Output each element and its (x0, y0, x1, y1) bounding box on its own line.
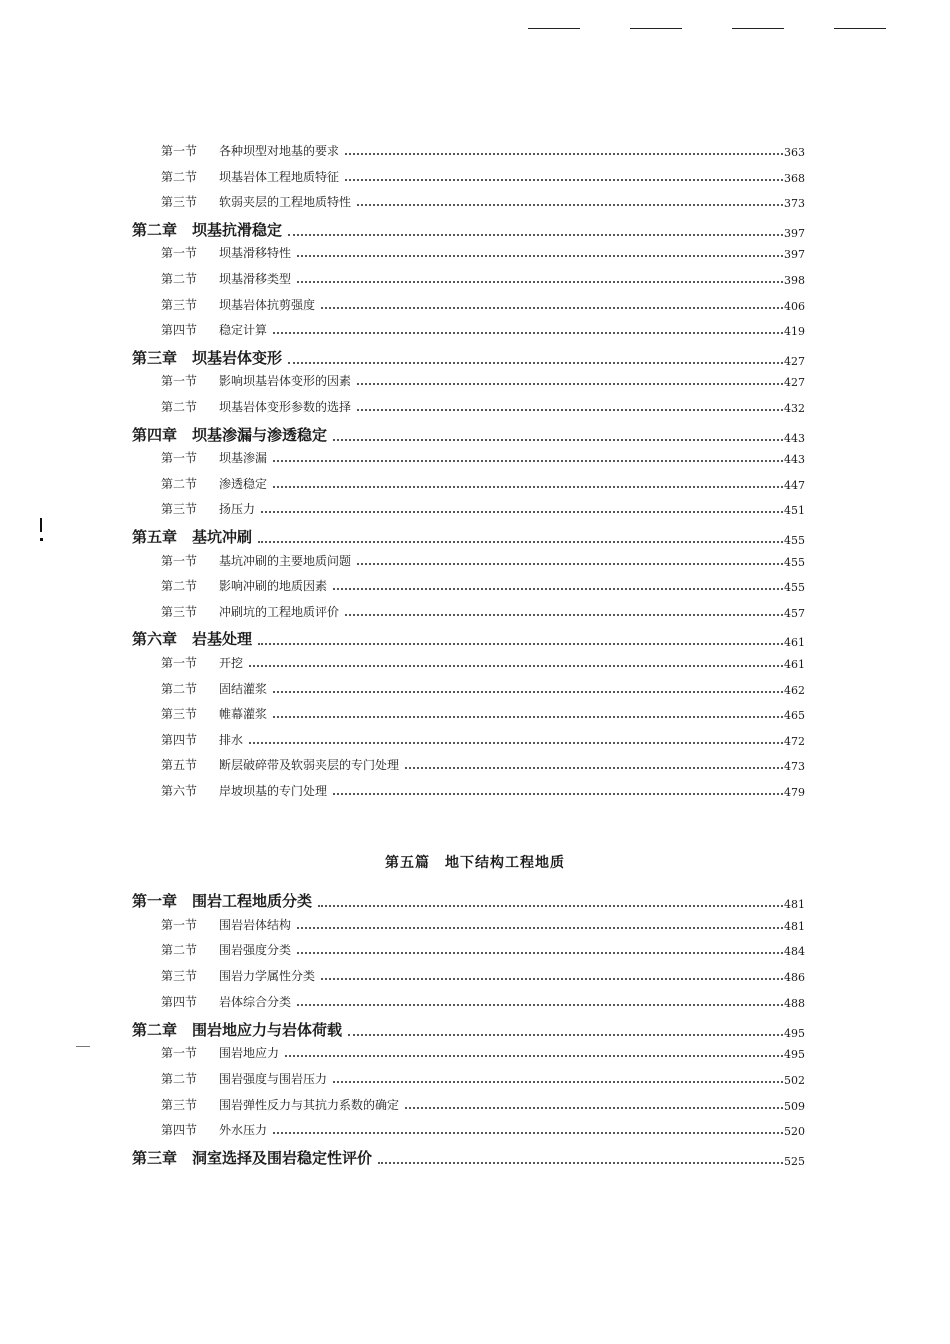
toc-section-row (0, 654, 950, 671)
chapter-title: 第三章 坝基岩体变形 (132, 348, 283, 367)
toc-section-row (0, 321, 950, 338)
toc-section-row (0, 398, 950, 415)
dot-leader (285, 1055, 783, 1057)
section-label (161, 168, 345, 185)
section-number: 第四节 (161, 1123, 198, 1138)
section-title: 围岩强度与围岩压力 (219, 1071, 328, 1086)
section-title: 固结灌浆 (219, 681, 268, 696)
section-label (161, 1070, 333, 1087)
toc-section-row (0, 967, 950, 984)
toc-section-row (0, 244, 950, 261)
dot-leader (345, 153, 783, 155)
section-number: 第一节 (161, 246, 198, 261)
section-number: 第二节 (161, 681, 198, 696)
page-number: 432 (784, 402, 805, 415)
dot-leader (297, 255, 783, 257)
section-label (161, 1044, 285, 1061)
toc-section-row (0, 142, 950, 159)
section-title: 扬压力 (219, 502, 256, 517)
dot-leader (378, 1162, 783, 1164)
toc-section-row (0, 372, 950, 389)
page-number: 502 (784, 1073, 805, 1087)
header-rule (732, 28, 784, 29)
dot-leader (288, 234, 783, 236)
toc-section-row (0, 680, 950, 697)
page-number: 495 (784, 1048, 805, 1062)
dot-leader (273, 332, 783, 334)
page-number: 427 (784, 354, 805, 368)
toc-chapter-row (0, 526, 950, 547)
section-title: 围岩强度分类 (219, 943, 292, 958)
page-number: 461 (784, 658, 805, 671)
section-title: 排水 (219, 732, 244, 747)
section-label (161, 756, 405, 773)
page-number: 397 (784, 226, 805, 240)
page-number: 495 (784, 1026, 805, 1040)
header-rule (528, 28, 580, 29)
section-label (161, 244, 297, 261)
toc-section-row (0, 731, 950, 748)
header-rules (0, 22, 950, 32)
section-label (161, 1096, 405, 1113)
section-title: 坝基滑移特性 (219, 246, 292, 261)
section-number: 第三节 (161, 502, 198, 517)
toc-chapter-row (0, 628, 950, 649)
toc-section-row (0, 475, 950, 492)
section-title: 坝基渗漏 (219, 451, 268, 466)
section-label (161, 654, 249, 671)
page-number: 455 (784, 555, 805, 569)
chapter-title: 第二章 坝基抗滑稳定 (132, 220, 283, 239)
toc-section-row (0, 577, 950, 594)
page-number: 479 (784, 786, 805, 799)
section-number: 第四节 (161, 732, 198, 747)
page-number: 520 (784, 1125, 805, 1139)
section-number: 第一节 (161, 451, 198, 466)
section-title: 断层破碎带及软弱夹层的专门处理 (219, 758, 400, 773)
section-title: 渗透稳定 (219, 476, 268, 491)
page-number: 488 (784, 996, 805, 1010)
section-label (161, 372, 357, 389)
toc-section-row (0, 941, 950, 958)
section-number: 第一节 (161, 656, 198, 670)
toc-chapter-row (0, 1147, 950, 1168)
dot-leader (273, 460, 783, 462)
dot-leader (333, 1081, 783, 1083)
toc-section-row (0, 449, 950, 466)
section-number: 第四节 (161, 323, 198, 338)
page-number: 462 (784, 683, 805, 697)
dot-leader (333, 439, 783, 441)
section-title: 围岩地应力 (219, 1046, 280, 1061)
section-label (161, 916, 297, 933)
section-number: 第六节 (161, 784, 198, 798)
dot-leader (318, 905, 783, 907)
section-label (161, 603, 345, 620)
chapter-title: 第四章 坝基渗漏与渗透稳定 (132, 425, 328, 444)
section-number: 第一节 (161, 553, 198, 568)
section-label (161, 577, 333, 594)
dot-leader (249, 742, 783, 744)
section-title: 岩体综合分类 (219, 994, 292, 1009)
page-number: 472 (784, 734, 805, 748)
dot-leader (348, 1034, 783, 1036)
dot-leader (333, 793, 783, 795)
section-number: 第二节 (161, 1071, 198, 1086)
page-number: 484 (784, 945, 805, 959)
dot-leader (357, 409, 783, 411)
dot-leader (273, 1132, 783, 1134)
dot-leader (357, 563, 783, 565)
section-number: 第三节 (161, 707, 198, 722)
section-number: 第三节 (161, 604, 198, 619)
toc-section-row (0, 603, 950, 620)
part-title: 第五篇 地下结构工程地质 (385, 855, 565, 871)
section-number: 第四节 (161, 994, 198, 1009)
dot-leader (345, 614, 783, 616)
page-number: 455 (784, 534, 805, 547)
dot-leader (273, 716, 783, 718)
page-number: 397 (784, 248, 805, 262)
section-title: 软弱夹层的工程地质特性 (219, 195, 352, 210)
section-number: 第三节 (161, 1097, 198, 1112)
section-title: 岸坡坝基的专门处理 (219, 784, 328, 798)
section-label (161, 142, 345, 159)
section-title: 基坑冲刷的主要地质问题 (219, 553, 352, 568)
page-number: 373 (784, 197, 805, 211)
toc-section-row (0, 1044, 950, 1061)
section-number: 第二节 (161, 579, 198, 594)
dot-leader (405, 1107, 783, 1109)
section-number: 第二节 (161, 476, 198, 491)
section-title: 围岩岩体结构 (219, 917, 292, 932)
page-number: 443 (784, 453, 805, 467)
section-title: 坝基滑移类型 (219, 272, 292, 286)
page-number: 457 (784, 606, 805, 620)
toc-section-row (0, 1070, 950, 1087)
section-label (161, 1121, 273, 1138)
page-number: 363 (784, 146, 805, 159)
page-number: 447 (784, 478, 805, 492)
section-number: 第一节 (161, 144, 198, 158)
chapter-title: 第三章 洞室选择及围岩稳定性评价 (132, 1149, 373, 1167)
section-label (161, 731, 249, 748)
section-label (161, 967, 321, 984)
section-title: 外水压力 (219, 1123, 268, 1138)
dot-leader (258, 541, 783, 543)
toc-section-row (0, 193, 950, 210)
toc-section-row (0, 552, 950, 569)
page-number: 427 (784, 376, 805, 390)
dot-leader (297, 1004, 783, 1006)
section-number: 第五节 (161, 758, 198, 773)
section-title: 影响坝基岩体变形的因素 (219, 374, 352, 389)
dot-leader (273, 691, 783, 693)
dot-leader (297, 952, 783, 954)
dot-leader (405, 767, 783, 769)
dot-leader (333, 588, 783, 590)
section-title: 坝基岩体变形参数的选择 (219, 400, 352, 414)
page-number: 473 (784, 760, 805, 774)
section-title: 坝基岩体工程地质特征 (219, 169, 340, 184)
page-number: 525 (784, 1155, 805, 1168)
page-number: 481 (784, 898, 805, 911)
toc-section-row (0, 500, 950, 517)
dot-leader (261, 511, 783, 513)
toc-section-row (0, 916, 950, 933)
dot-leader (288, 362, 783, 364)
page-number: 481 (784, 919, 805, 933)
toc-section-row (0, 1121, 950, 1138)
section-number: 第三节 (161, 297, 198, 312)
section-title: 围岩力学属性分类 (219, 969, 316, 984)
header-rule (630, 28, 682, 29)
section-number: 第一节 (161, 374, 198, 389)
toc-section-row (0, 168, 950, 185)
section-label (161, 193, 357, 210)
section-label (161, 321, 273, 338)
page-number: 509 (784, 1099, 805, 1113)
section-number: 第二节 (161, 272, 198, 286)
dot-leader (345, 179, 783, 181)
section-number: 第三节 (161, 195, 198, 210)
toc-section-row (0, 756, 950, 773)
section-title: 各种坝型对地基的要求 (219, 144, 340, 158)
toc-section-row (0, 1096, 950, 1113)
dot-leader (357, 204, 783, 206)
dot-leader (357, 383, 783, 385)
page-number: 368 (784, 171, 805, 185)
toc-section-row (0, 296, 950, 313)
dot-leader (297, 927, 783, 929)
section-label (161, 705, 273, 722)
section-title: 稳定计算 (219, 323, 268, 338)
toc-chapter-row (0, 890, 950, 911)
section-label (161, 475, 273, 492)
section-label (161, 449, 273, 466)
toc-section-row (0, 705, 950, 722)
dot-leader (249, 665, 783, 667)
section-label (161, 993, 297, 1010)
section-number: 第二节 (161, 943, 198, 958)
chapter-title: 第六章 岩基处理 (132, 630, 253, 649)
page-number: 406 (784, 299, 805, 313)
page-number: 398 (784, 274, 805, 287)
section-number: 第一节 (161, 1046, 198, 1061)
toc-chapter-row (0, 347, 950, 368)
page-number: 486 (784, 971, 805, 985)
toc-chapter-row (0, 424, 950, 445)
page-number: 419 (784, 325, 805, 339)
section-number: 第二节 (161, 400, 198, 414)
chapter-title: 第一章 围岩工程地质分类 (132, 892, 313, 910)
dot-leader (297, 281, 783, 283)
toc-section-row (0, 270, 950, 287)
dot-leader (258, 643, 783, 645)
section-title: 开挖 (219, 656, 244, 670)
page-number: 451 (784, 504, 805, 518)
section-title: 坝基岩体抗剪强度 (219, 297, 316, 312)
section-label (161, 680, 273, 697)
header-rule (834, 28, 886, 29)
section-label (161, 782, 333, 799)
section-label (161, 270, 297, 287)
chapter-title: 第五章 基坑冲刷 (132, 528, 253, 546)
dot-leader (273, 486, 783, 488)
page-number: 465 (784, 709, 805, 723)
section-label (161, 941, 297, 958)
section-label (161, 500, 261, 517)
toc-chapter-row (0, 219, 950, 240)
section-title: 冲刷坑的工程地质评价 (219, 604, 340, 619)
chapter-title: 第二章 围岩地应力与岩体荷载 (132, 1020, 343, 1039)
section-title: 帷幕灌浆 (219, 707, 268, 722)
toc-section-row (0, 782, 950, 799)
section-number: 第二节 (161, 169, 198, 184)
dot-leader (321, 978, 783, 980)
toc-chapter-row (0, 1019, 950, 1040)
page-number: 455 (784, 581, 805, 595)
toc-section-row (0, 993, 950, 1010)
section-label (161, 398, 357, 415)
page-number: 443 (784, 431, 805, 445)
section-title: 围岩弹性反力与其抗力系数的确定 (219, 1097, 400, 1112)
page-number: 461 (784, 636, 805, 650)
section-title: 影响冲刷的地质因素 (219, 579, 328, 594)
section-number: 第三节 (161, 969, 198, 984)
section-label (161, 552, 357, 569)
section-number: 第一节 (161, 917, 198, 932)
section-label (161, 296, 321, 313)
dot-leader (321, 307, 783, 309)
